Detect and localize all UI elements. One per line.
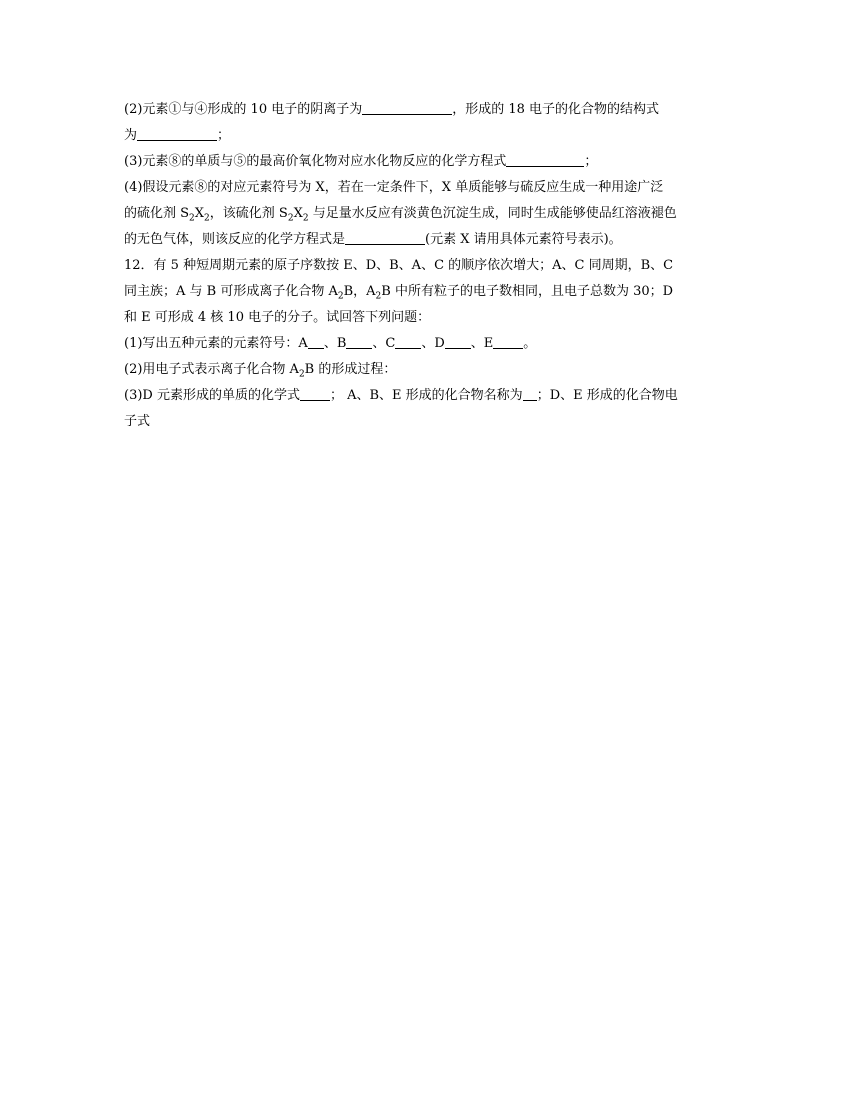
answer-blank-c[interactable] [395, 334, 421, 349]
q12-part-3 [124, 383, 736, 409]
q4-line-3 [124, 227, 736, 253]
q4-text: (元素 X 请用具体元素符号表示)。 [425, 232, 622, 247]
q2-text: ； [217, 128, 231, 143]
subscript: 2 [298, 369, 305, 380]
q4-text: 的硫化剂 S [124, 206, 190, 221]
q4-line-2 [124, 201, 736, 227]
q12-text: (3)D 元素形成的单质的化学式 [124, 388, 300, 403]
q12-text: ； A、B、E 形成的化合物名称为 [329, 388, 523, 403]
subscript: 2 [302, 213, 309, 224]
q12-part-1 [124, 331, 736, 357]
q12-line-2 [124, 279, 736, 305]
subscript: 2 [204, 213, 210, 224]
q12-text: (2)用电子式表示离子化合物 A [124, 362, 299, 377]
answer-blank-a[interactable] [308, 334, 324, 349]
answer-blank-d[interactable] [445, 334, 471, 349]
q12-text: 同主族；A 与 B 可形成离子化合物 A [124, 284, 338, 299]
q4-line-1 [124, 175, 736, 201]
subscript: 2 [189, 213, 195, 224]
answer-blank[interactable] [362, 100, 452, 115]
q12-part-2 [124, 357, 736, 383]
answer-blank[interactable] [137, 126, 217, 141]
q12-text: 子式 [124, 414, 151, 429]
q12-text: 、B [323, 336, 347, 351]
answer-blank[interactable] [506, 152, 584, 167]
q12-text: B 的形成过程： [304, 362, 397, 377]
q3-text: (3)元素⑧的单质与⑤的最高价氧化物对应水化物反应的化学方程式 [124, 154, 507, 169]
q12-line-3 [124, 305, 736, 331]
q12-text: ；D、E 形成的化合物电 [536, 388, 678, 403]
q4-text: X [293, 206, 303, 221]
q12-text: 、E [470, 336, 494, 351]
q3-text: ； [584, 154, 598, 169]
q4-text: 的无色气体，则该反应的化学方程式是 [124, 232, 346, 247]
q2-text: (2)元素①与④形成的 10 电子的阴离子为 [124, 102, 363, 117]
q12-text: B 中所有粒子的电子数相同，且电子总数为 30；D [381, 284, 674, 299]
subscript: 2 [337, 291, 344, 302]
q12-text: 12．有 5 种短周期元素的原子序数按 E、D、B、A、C 的顺序依次增大；A、C 同周期，B、C [124, 258, 674, 273]
q3-line [124, 149, 736, 175]
q12-line-1 [124, 253, 736, 279]
subscript: 2 [375, 291, 382, 302]
q2-text: 为 [124, 128, 138, 143]
q12-text: 、C [372, 336, 396, 351]
q2-text: ，形成的 18 电子的化合物的结构式 [452, 102, 660, 117]
q12-part-3-cont [124, 409, 736, 435]
answer-blank[interactable] [523, 386, 537, 401]
q4-text: ，该硫化剂 S [209, 206, 288, 221]
answer-blank[interactable] [345, 230, 425, 245]
document-body [124, 97, 736, 435]
q12-text: 和 E 可形成 4 核 10 电子的分子。试回答下列问题： [124, 310, 431, 325]
q12-text: B，A [343, 284, 376, 299]
q2-line-1 [124, 97, 736, 123]
q4-text: X [194, 206, 205, 221]
q4-text: 与足量水反应有淡黄色沉淀生成，同时生成能够使品红溶液褪色 [308, 206, 677, 221]
answer-blank-b[interactable] [346, 334, 372, 349]
q2-line-2 [124, 123, 736, 149]
answer-blank[interactable] [300, 386, 330, 401]
q4-text: (4)假设元素⑧的对应元素符号为 X，若在一定条件下，X 单质能够与硫反应生成一种用途广泛 [124, 180, 664, 195]
q12-text: (1)写出五种元素的元素符号：A [124, 336, 308, 351]
subscript: 2 [287, 213, 294, 224]
q12-text: 。 [523, 336, 537, 351]
answer-blank-e[interactable] [493, 334, 523, 349]
q12-text: 、D [421, 336, 445, 351]
